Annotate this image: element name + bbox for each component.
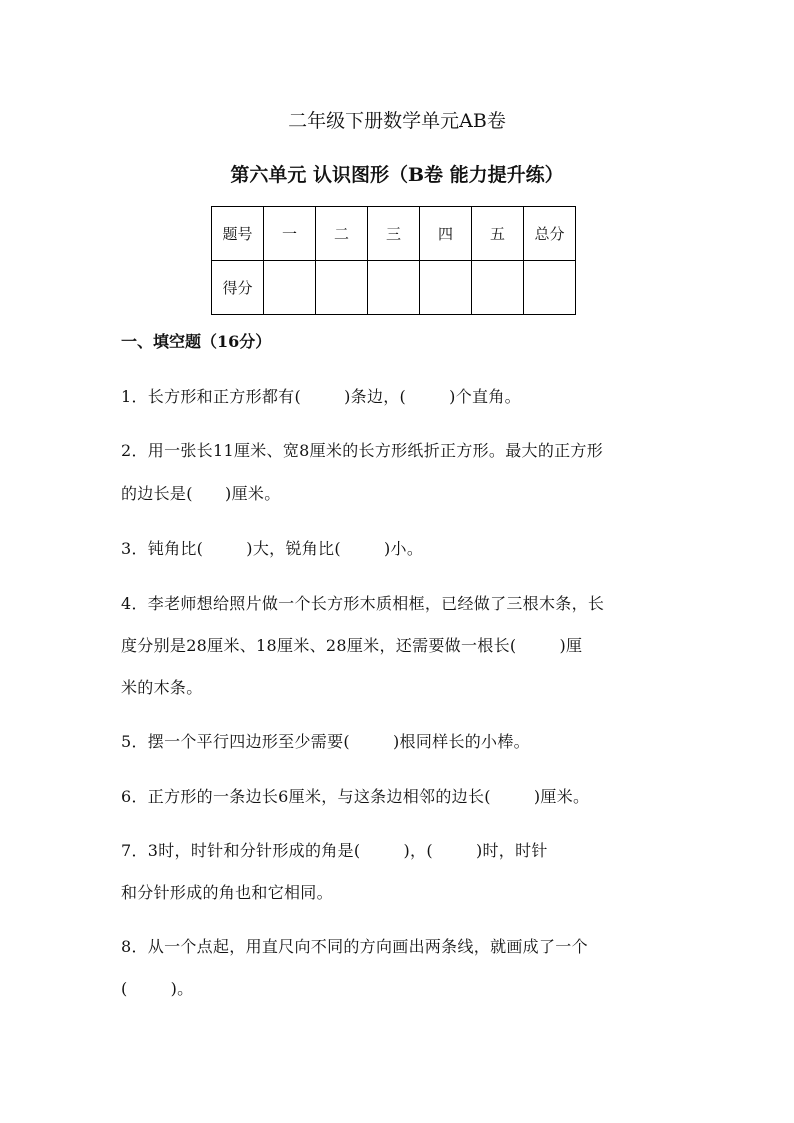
score-cell[interactable] xyxy=(368,261,420,315)
score-cell[interactable] xyxy=(420,261,472,315)
question-line: 8．从一个点起，用直尺向不同的方向画出两条线，就画成了一个 xyxy=(121,937,588,956)
score-table-header-cell: 四 xyxy=(420,207,472,261)
score-table-header-cell: 五 xyxy=(472,207,524,261)
question-line: 4．李老师想给照片做一个长方形木质相框，已经做了三根木条，长 xyxy=(121,594,605,613)
score-row-label: 得分 xyxy=(212,261,264,315)
question-line: 米的木条。 xyxy=(121,678,203,697)
score-table-header-row xyxy=(212,207,576,261)
score-table-header-cell: 总分 xyxy=(524,207,576,261)
unit-subtitle: 第六单元 认识图形（B卷 能力提升练） xyxy=(230,164,564,186)
question-line: 度分别是28厘米、18厘米、28厘米，还需要做一根长( )厘 xyxy=(121,636,583,655)
page-title: 二年级下册数学单元AB卷 xyxy=(288,110,506,132)
score-cell[interactable] xyxy=(472,261,524,315)
score-table-header-cell: 三 xyxy=(368,207,420,261)
score-cell[interactable] xyxy=(524,261,576,315)
score-table xyxy=(211,206,576,315)
question-line: 和分针形成的角也和它相同。 xyxy=(121,883,333,902)
score-table-header-cell: 题号 xyxy=(212,207,264,261)
question-line: 1．长方形和正方形都有( )条边，( )个直角。 xyxy=(121,387,521,406)
score-table-header-cell: 二 xyxy=(316,207,368,261)
question-line: 2．用一张长11厘米、宽8厘米的长方形纸折正方形。最大的正方形 xyxy=(121,441,604,460)
question-line: 6．正方形的一条边长6厘米，与这条边相邻的边长( )厘米。 xyxy=(121,787,590,806)
question-line: 3．钝角比( )大，锐角比( )小。 xyxy=(121,539,424,558)
score-cell[interactable] xyxy=(264,261,316,315)
question-line: 的边长是( )厘米。 xyxy=(121,484,281,503)
score-cell[interactable] xyxy=(316,261,368,315)
score-table-header-cell: 一 xyxy=(264,207,316,261)
question-line: ( )。 xyxy=(121,979,194,998)
question-line: 7．3时，时针和分针形成的角是( )，( )时，时针 xyxy=(121,841,548,860)
score-table-score-row xyxy=(212,261,576,315)
section-heading: 一、填空题（16分） xyxy=(121,332,272,351)
question-line: 5．摆一个平行四边形至少需要( )根同样长的小棒。 xyxy=(121,732,530,751)
